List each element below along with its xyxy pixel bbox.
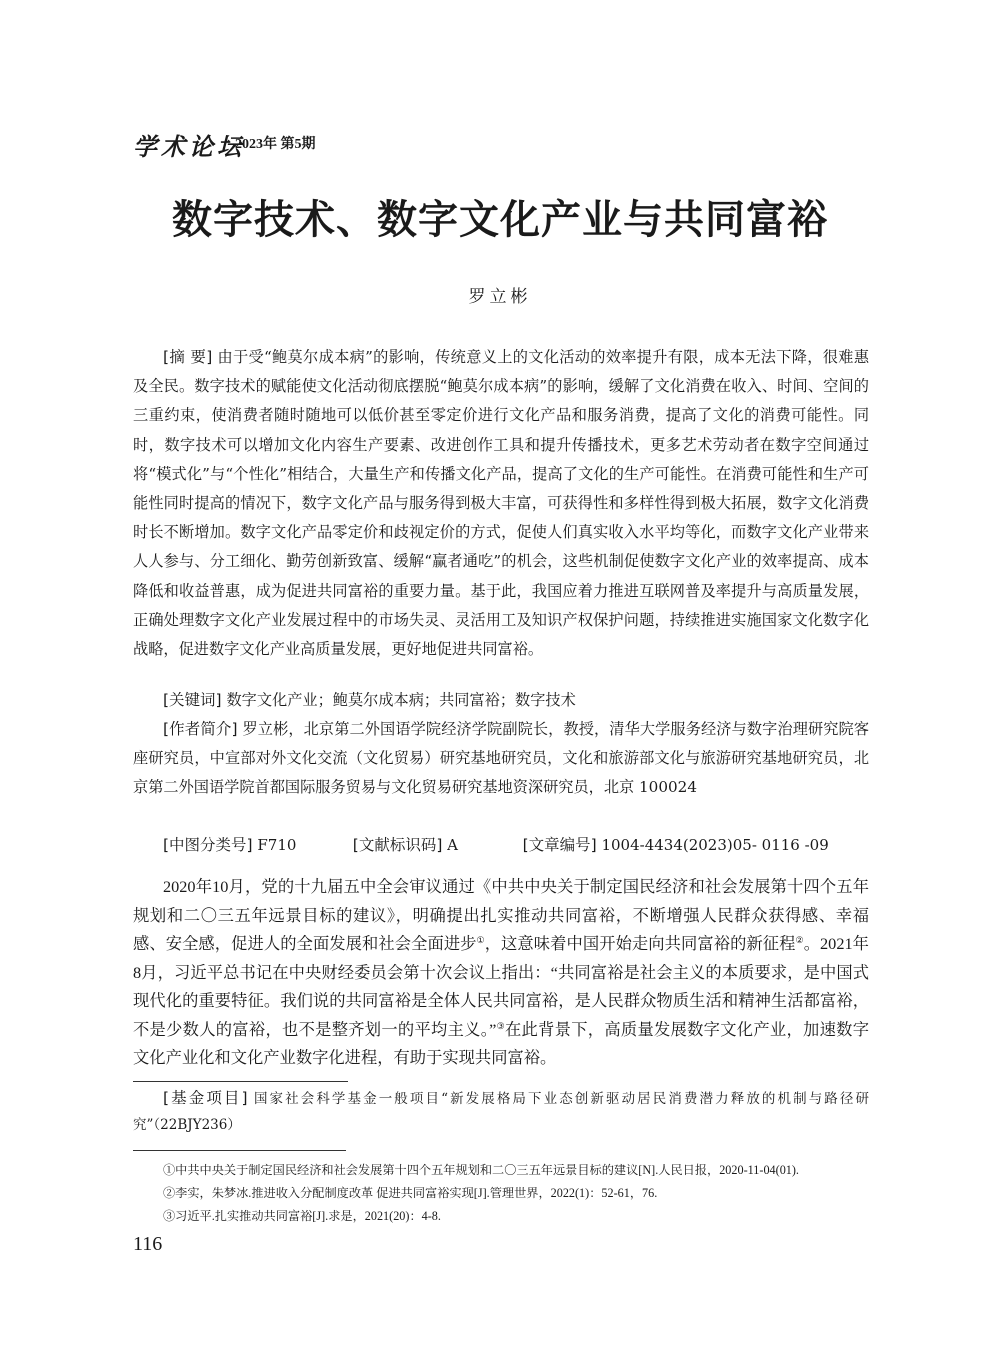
abstract-label: [摘 要]	[163, 348, 213, 366]
fund-text: 国家社会科学基金一般项目“新发展格局下业态创新驱动居民消费潜力释放的机制与路径研究”（22BJY236）	[133, 1091, 869, 1133]
fund-divider	[133, 1081, 348, 1082]
body-text-4: 在此背景下，高质量发展数字文化产业，加速数字文化产业化和文化产业数字化进程，有助于实现共同富裕。	[133, 1019, 869, 1067]
abstract-text: 由于受“鲍莫尔成本病”的影响，传统意义上的文化活动的效率提升有限，成本无法下降，很难惠及全民。数字技术的赋能使文化活动彻底摆脱“鲍莫尔成本病”的影响，缓解了文化消费在收入、时间、空间的三重约束，使消费者随时随地可以低价甚至零定价进行文化产品和服务消费，提高了文化的消费可能性。同时，数字技术可以增加文化内容生产要素、改进创作工具和提升传播技术，更多艺术劳动者在数字空间通过将“模式化”与“个性化”相结合，大量生产和传播文化产品，提高了文化的生产可能性。在消费可能性和生产可能性同时提高的情况下，数字文化产品与服务得到极大丰富，可获得性和多样性得到极大拓展，数字文化消费时长不断增加。数字文化产品零定价和歧视定价的方式，促使人们真实收入水平均等化，而数字文化产业带来人人参与、分工细化、勤劳创新致富、缓解“赢者通吃”的机会，这些机制促使数字文化产业的效率提高、成本降低和收益普惠，成为促进共同富裕的重要力量。基于此，我国应着力推进互联网普及率提升与高质量发展，正确处理数字文化产业发展过程中的市场失灵、灵活用工及知识产权保护问题，持续推进实施国家文化数字化战略，促进数字文化产业高质量发展，更好地促进共同富裕。	[133, 348, 870, 659]
author-bio	[133, 715, 869, 802]
body-text-3: 。2021年8月，习近平总书记在中央财经委员会第十次会议上指出：“共同富裕是社会主义的本质要求，是中国式现代化的重要特征。我们说的共同富裕是全体人民共同富裕，是人民群众物质生活和精神生活都富裕，不是少数人的富裕，也不是整齐划一的平均主义。”	[133, 934, 869, 1039]
footnotes	[163, 1159, 799, 1228]
footnote-3: ③习近平.扎实推动共同富裕[J].求是，2021(20)：4-8.	[163, 1209, 441, 1223]
body-paragraph	[133, 873, 869, 1073]
clc-item	[163, 832, 348, 858]
abstract	[133, 343, 869, 664]
keywords	[133, 686, 869, 714]
footnote-divider	[133, 1150, 346, 1151]
article-title: 数字技术、数字文化产业与共同富裕	[172, 197, 828, 243]
article-no-value: 1004-4434(2023)05- 0116 -09	[601, 836, 829, 854]
doc-code-value: A	[447, 836, 459, 854]
article-author: 罗立彬	[468, 287, 532, 307]
footnote-2: ②李实，朱梦冰.推进收入分配制度改革 促进共同富裕实现[J].管理世界，2022(1)：52-61，76.	[163, 1186, 658, 1200]
article-no-item	[523, 832, 829, 858]
fund-label: [基金项目]	[163, 1089, 248, 1107]
footnote-1: ①中共中央关于制定国民经济和社会发展第十四个五年规划和二〇三五年远景目标的建议[N].人民日报，2020-11-04(01).	[163, 1163, 799, 1177]
issue-label: 2023年 第5期	[235, 137, 316, 152]
classification-line	[133, 832, 899, 858]
author-bio-text: 罗立彬，北京第二外国语学院经济学院副院长，教授，清华大学服务经济与数字治理研究院客座研究员，中宣部对外文化交流（文化贸易）研究基地研究员，文化和旅游部文化与旅游研究基地研究员，北京第二外国语学院首都国际服务贸易与文化贸易研究基地资深研究员，北京 100024	[133, 720, 870, 796]
doc-code-item	[353, 832, 518, 858]
keywords-text: 数字文化产业；鲍莫尔成本病；共同富裕；数字技术	[226, 691, 576, 709]
footnote-ref-2[interactable]: ②	[795, 935, 804, 945]
body-text-1: 2020年10月，党的十九届五中全会审议通过《中共中央关于制定国民经济和社会发展第十四个五年规划和二〇三五年远景目标的建议》，明确提出扎实推动共同富裕，不断增强人民群众获得感、幸福感、安全感，促进人的全面发展和社会全面进步	[133, 877, 869, 953]
clc-value: F710	[257, 836, 297, 854]
footnote-ref-1[interactable]: ①	[476, 935, 485, 945]
doc-code-label: [文献标识码]	[352, 836, 443, 854]
clc-label: [中图分类号]	[163, 836, 253, 854]
journal-name: 学术论坛	[133, 132, 245, 161]
keywords-label: [关键词]	[163, 691, 222, 709]
footnote-ref-3[interactable]: ③	[496, 1020, 505, 1031]
author-bio-label: [作者简介]	[163, 720, 238, 738]
body-text-2: ，这意味着中国开始走向共同富裕的新征程	[484, 934, 796, 953]
page-number: 116	[133, 1233, 163, 1255]
article-no-label: [文章编号]	[522, 836, 597, 854]
fund-note	[133, 1085, 869, 1138]
